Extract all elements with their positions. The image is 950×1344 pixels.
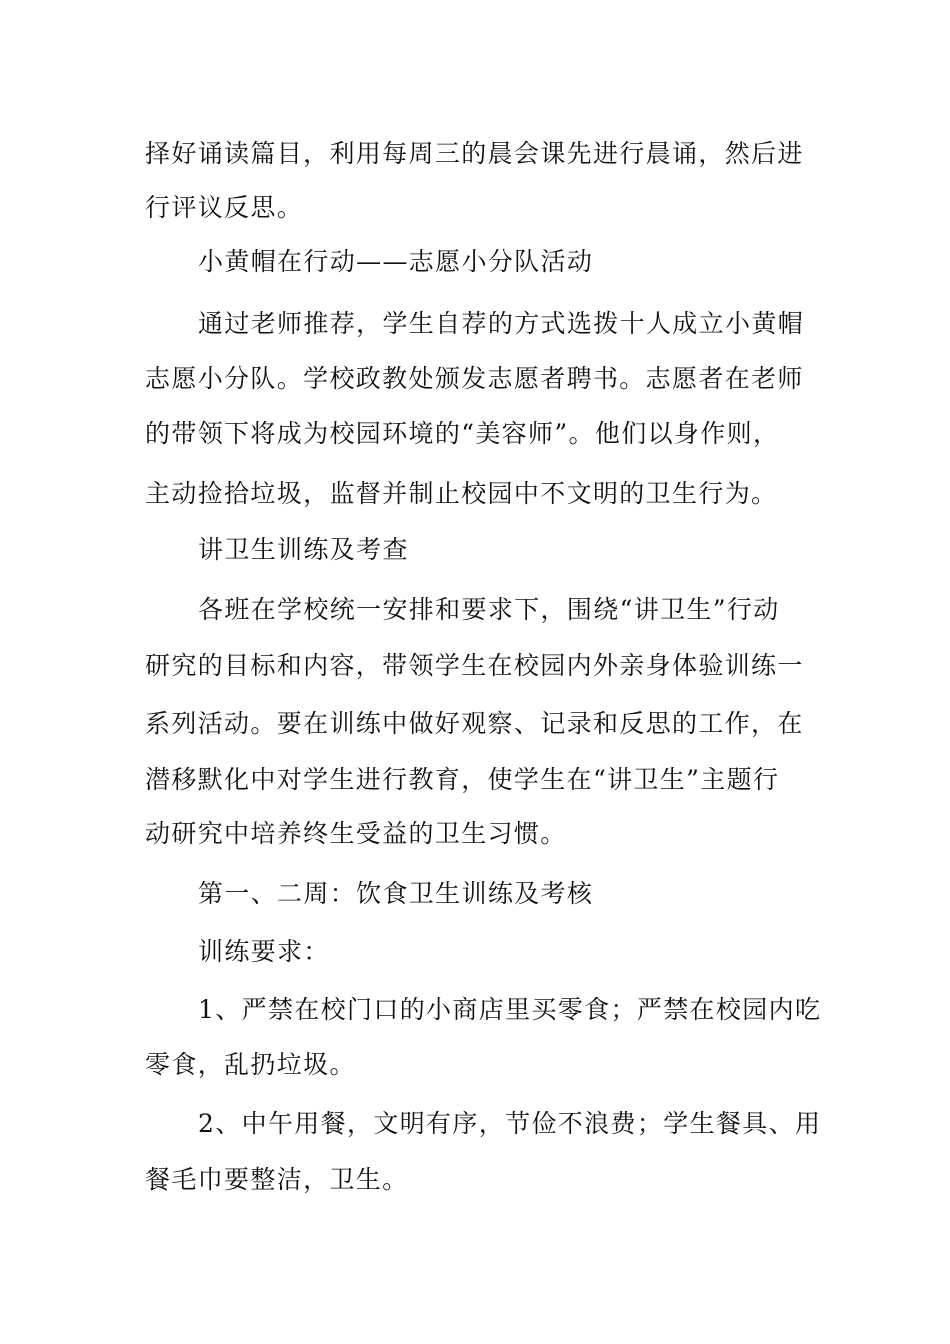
body-text-line: 餐毛巾要整洁，卫生。 (145, 1165, 409, 1194)
list-item: 1、严禁在校门口的小商店里买零食；严禁在校园内吃 (198, 995, 822, 1024)
body-text-line: 的带领下将成为校园环境的“美容师”。他们以身作则， (145, 419, 780, 448)
body-text-line: 择好诵读篇目，利用每周三的晨会课先进行晨诵，然后进 (145, 139, 804, 168)
body-text-line: 系列活动。要在训练中做好观察、记录和反思的工作，在 (145, 709, 804, 738)
section-heading: 讲卫生训练及考查 (198, 535, 409, 564)
body-text-line: 通过老师推荐，学生自荐的方式选拨十人成立小黄帽 (198, 309, 805, 338)
section-heading: 第一、二周：饮食卫生训练及考核 (198, 879, 594, 908)
list-item: 2、中午用餐，文明有序，节俭不浪费；学生餐具、用 (198, 1109, 822, 1138)
body-text-line: 主动捡拾垃圾，监督并制止校园中不文明的卫生行为。 (145, 479, 778, 508)
body-text-line: 研究的目标和内容，带领学生在校园内外亲身体验训练一 (145, 651, 804, 680)
body-text-line: 动研究中培养终生受益的卫生习惯。 (145, 819, 567, 848)
body-text-line: 训练要求： (198, 937, 330, 966)
body-text-line: 潜移默化中对学生进行教育，使学生在“讲卫生”主题行 (145, 765, 780, 794)
section-heading: 小黄帽在行动——志愿小分队活动 (198, 247, 594, 276)
body-text-line: 零食，乱扔垃圾。 (145, 1050, 356, 1079)
body-text-line: 行评议反思。 (145, 193, 304, 222)
body-text-line: 各班在学校统一安排和要求下，围绕“讲卫生”行动 (198, 595, 780, 624)
body-text-line: 志愿小分队。学校政教处颁发志愿者聘书。志愿者在老师 (145, 364, 804, 393)
